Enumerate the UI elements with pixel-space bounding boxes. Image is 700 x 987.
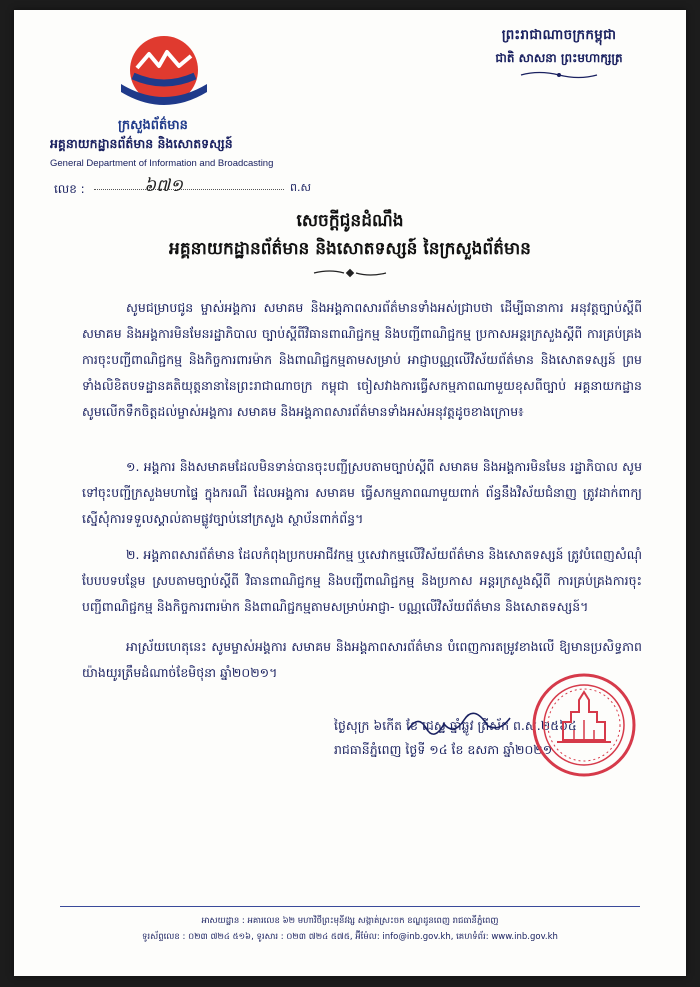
official-stamp: [529, 670, 639, 780]
ref-suffix: ព.ស: [290, 181, 311, 194]
ministry-name: ក្រសួងព័ត៌មាន: [118, 118, 188, 133]
ornament-divider: [519, 70, 599, 80]
page-title: សេចក្តីជូនដំណឹង: [296, 211, 404, 231]
date-solar: រាជធានីភ្នំពេញ ថ្ងៃទី ១៤ ខែ ឧសភា ឆ្នាំ២០២១: [334, 742, 553, 757]
handwritten-signature: [404, 710, 514, 740]
ref-number: ៦៧១: [144, 176, 183, 196]
footer-address: អាសយដ្ឋាន : អគារលេខ ៦២ មហាវិថីព្រះមុនីវង្ស សង្កាត់ស្រះចក ខណ្ឌដូនពេញ រាជធានីភ្នំពេញ: [201, 916, 499, 926]
department-name-kh: អគ្គនាយកដ្ឋានព័ត៌មាន និងសោតទស្សន៍: [50, 136, 233, 151]
body-paragraph-item-2: ២. អង្គភាពសារព័ត៌មាន ដែលកំពុងប្រកបអាជីវកម្ម ឬសេវាកម្មលើវិស័យព័ត៌មាន និងសោតទស្សន៍ ត្រូវបំពេញសំណុំបែបបទបន្ថែម ស្របតាមច្បាប់ស្តីពី វិធានពាណិជ្ជកម្ម និងបញ្ជីពាណិជ្ជកម្ម និងប្រកាស អន្តរក្រសួងស្តីពី ការគ្រប់គ្រងការចុះបញ្ជីពាណិជ្ជកម្ម និងកិច្ចការពារម៉ាក និងពាណិជ្ជកម្មតាមសម្រាប់អាជ្ញា- បណ្ណលើវិស័យព័ត៌មាន និងសោតទស្សន៍។: [82, 547, 642, 614]
department-name-en: General Department of Information and Broadcasting: [50, 158, 274, 169]
footer-contact: ទូរស័ព្ទលេខ : ០២៣ ៧២៤ ៥១៦, ទូរសារ : ០២៣ ៧២៤ ៥៧៥, អ៊ីម៉ែល: info@inb.gov.kh, គេហទំព័រ: www.inb.gov.kh: [142, 932, 558, 942]
body-paragraph-conclusion: អាស្រ័យហេតុនេះ សូមម្ចាស់អង្គការ សមាគម និងអង្គភាពសារព័ត៌មាន បំពេញការតម្រូវខាងលើ ឱ្យមានប្រសិទ្ធភាពយ៉ាងយូរត្រឹមដំណាច់ខែមិថុនា ឆ្នាំ២០២១។: [82, 639, 642, 680]
footer-divider: [60, 906, 640, 907]
body-paragraph-item-1: ១. អង្គការ និងសមាគមដែលមិនទាន់បានចុះបញ្ជីស្របតាមច្បាប់ស្តីពី សមាគម និងអង្គការមិនមែន រដ្ឋាភិបាល សូមទៅចុះបញ្ជីក្រសួងមហាផ្ទៃ ក្នុងករណី ដែលអង្គការ សមាគម ធ្វើសកម្មភាពណាមួយពាក់ ព័ន្ធនឹងវិស័យជំនាញ ត្រូវដាក់ពាក្យស្នើសុំការទទួលស្គាល់តាមផ្លូវច្បាប់នៅក្រសួង ស្ថាប័នពាក់ព័ន្ធ។: [82, 459, 642, 526]
letter-page: [14, 10, 686, 976]
reference-number-row: [54, 177, 314, 199]
ref-label: លេខ :: [54, 182, 85, 196]
ornament-divider: [310, 268, 390, 278]
body-paragraph-intro: សូមជម្រាបជូន ម្ចាស់អង្គការ សមាគម និងអង្គភាពសារព័ត៌មានទាំងអស់ជ្រាបថា ដើម្បីធានាការ អនុវត្តច្បាប់ស្តីពី សមាគម និងអង្គការមិនមែនរដ្ឋាភិបាល ច្បាប់ស្តីពីវិធានពាណិជ្ជកម្ម និងបញ្ជីពាណិជ្ជកម្ម ប្រកាសអន្តរក្រសួងស្តីពី ការគ្រប់គ្រងការចុះបញ្ជីពាណិជ្ជកម្ម និងកិច្ចការពារម៉ាក និងពាណិជ្ជកម្មតាមសម្រាប់ អាជ្ញាបណ្ណលើវិស័យព័ត៌មាន និងសោតទស្សន៍ ព្រមទាំងលិខិតបទដ្ឋានគតិយុត្តនានានៃព្រះរាជាណាចក្រ កម្ពុជា ចៀសវាងការធ្វើសកម្មភាពណាមួយខុសពីច្បាប់ អគ្គនាយកដ្ឋានសូមលើកទឹកចិត្តដល់ម្ចាស់អង្គការ សមាគម និងអង្គភាពសារព័ត៌មានទាំងអស់អនុវត្តដូចខាងក្រោម៖: [82, 300, 642, 419]
date-lunar: ថ្ងៃសុក្រ ៦កើត ខែ ជេស្ឋ ឆ្នាំឆ្លូវ ត្រីស័ក ព.ស.២៥៦៤: [334, 718, 577, 733]
ministry-logo: [109, 32, 219, 114]
page-subtitle: អគ្គនាយកដ្ឋានព័ត៌មាន និងសោតទស្សន៍ នៃក្រសួងព័ត៌មាន: [169, 239, 531, 259]
ref-dotted-line: [94, 189, 284, 190]
national-motto: ជាតិ សាសនា ព្រះមហាក្សត្រ: [495, 51, 623, 65]
kingdom-heading: ព្រះរាជាណាចក្រកម្ពុជា: [501, 27, 617, 43]
